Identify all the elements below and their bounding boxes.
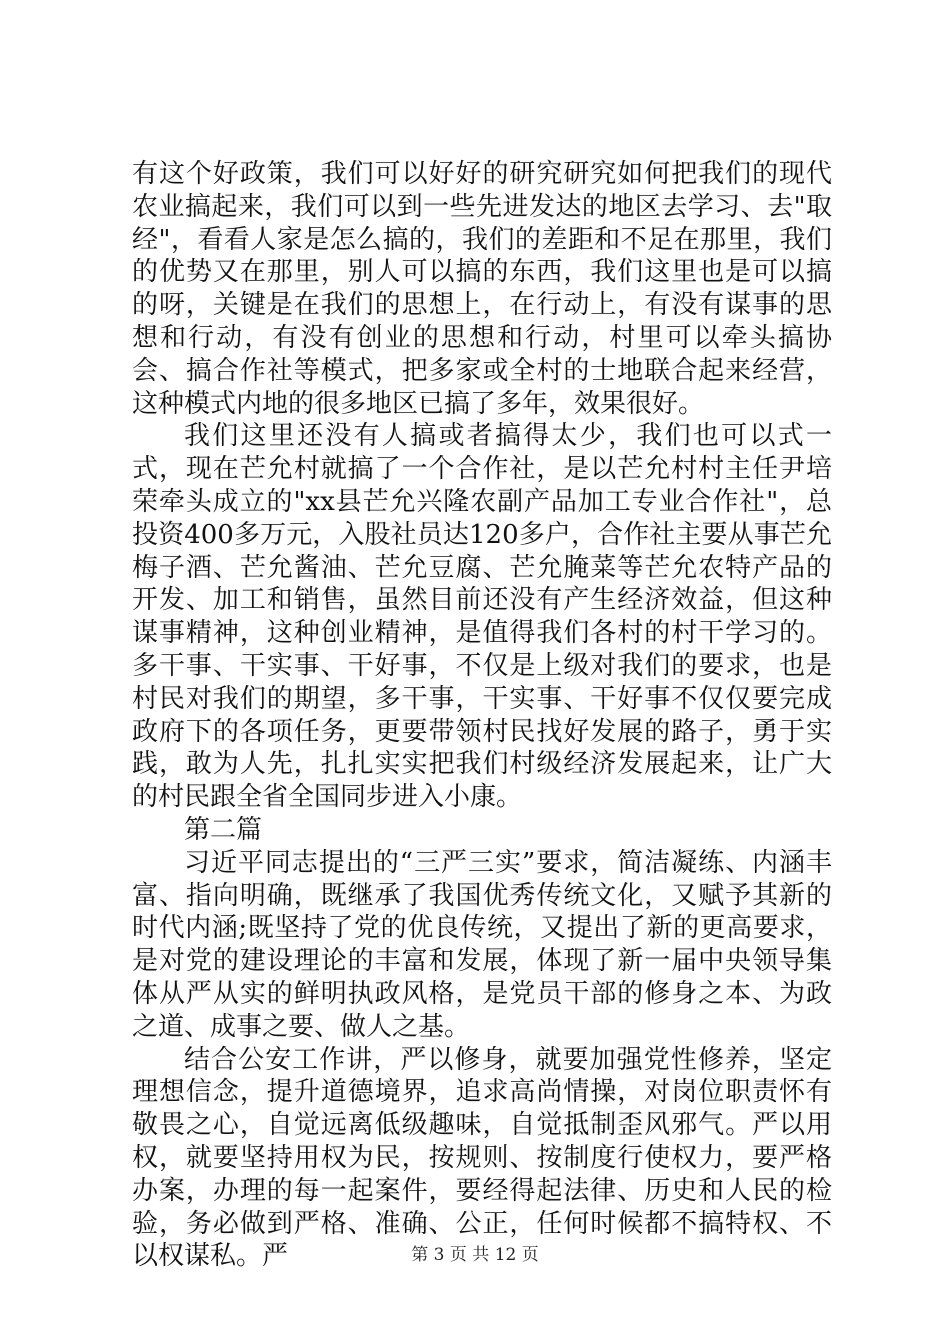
- section-heading: 第二篇: [184, 814, 263, 845]
- paragraph: 结合公安工作讲，严以修身，就要加强党性修养，坚定理想信念，提升道德境界，追求高尚情操，对岗位职责怀有敬畏之心，自觉远离低级趣味，自觉抵制歪风邪气。严以用权，就要坚持用权为民，按规则、按制度行使权力，要严格办案，办理的每一起案件，要经得起法律、历史和人民的检验，务必做到严格、准确、公正，任何时候都不搞特权、不以权谋私。严: [132, 1044, 832, 1272]
- paragraph: 我们这里还没有人搞或者搞得太少，我们也可以式一式，现在芒允村就搞了一个合作社，是以芒允村村主任尹培荣牵头成立的"xx县芒允兴隆农副产品加工专业合作社"，总投资400多万元，入股社员达120多户，合作社主要从事芒允梅子酒、芒允酱油、芒允豆腐、芒允腌菜等芒允农特产品的开发、加工和销售，虽然目前还没有产生经济效益，但这种谋事精神，这种创业精神，是值得我们各村的村干学习的。多干事、干实事、干好事，不仅是上级对我们的要求，也是村民对我们的期望，多干事，干实事、干好事不仅仅要完成政府下的各项任务，更要带领村民找好发展的路子，勇于实践，敢为人先，扎扎实实把我们村级经济发展起来，让广大的村民跟全省全国同步进入小康。: [132, 421, 832, 813]
- paragraph-continued: 有这个好政策，我们可以好好的研究研究如何把我们的现代农业搞起来，我们可以到一些先进发达的地区去学习、去"取经"，看看人家是怎么搞的，我们的差距和不足在那里，我们的优势又在那里，别人可以搞的东西，我们这里也是可以搞的呀，关键是在我们的思想上，在行动上，有没有谋事的思想和行动，有没有创业的思想和行动，村里可以牵头搞协会、搞合作社等模式，把多家或全村的士地联合起来经营，这种模式内地的很多地区已搞了多年，效果很好。: [132, 159, 832, 419]
- paragraph: 习近平同志提出的“三严三实”要求，简洁凝练、内涵丰富、指向明确，既继承了我国优秀传统文化，又赋予其新的时代内涵;既坚持了党的优良传统，又提出了新的更高要求，是对党的建设理论的丰富和发展，体现了新一届中央领导集体从严从实的鲜明执政风格，是党员干部的修身之本、为政之道、成事之要、做人之基。: [132, 847, 832, 1042]
- document-body: [132, 158, 832, 1273]
- page-number-footer: 第 3 页 共 12 页: [411, 1245, 539, 1265]
